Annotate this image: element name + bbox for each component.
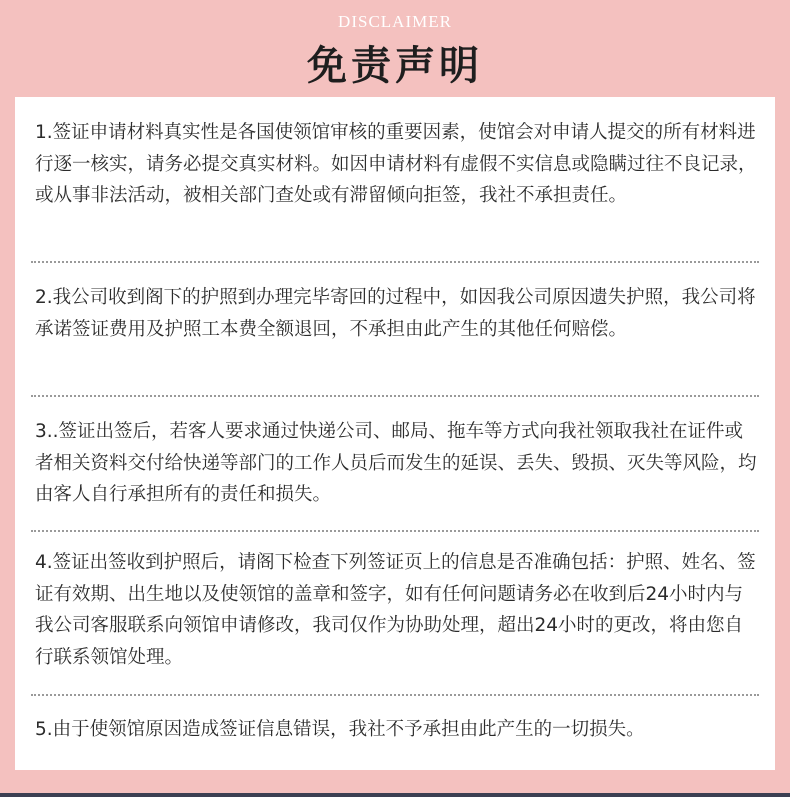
- disclaimer-item-5: 5.由于使领馆原因造成签证信息错误，我社不予承担由此产生的一切损失。: [35, 719, 645, 740]
- page-title: 免责声明: [307, 43, 483, 89]
- disclaimer-item-2: 2.我公司收到阁下的护照到办理完毕寄回的过程中，如因我公司原因遗失护照，我公司将承诺签证费用及护照工本费全额退回，不承担由此产生的其他任何赔偿。: [35, 287, 756, 340]
- divider: [31, 395, 759, 397]
- divider: [31, 530, 759, 532]
- divider: [31, 261, 759, 263]
- divider: [31, 694, 759, 696]
- bottom-bar: [0, 793, 790, 797]
- disclaimer-card: [15, 97, 775, 770]
- disclaimer-item-3: 3..签证出签后，若客人要求通过快递公司、邮局、拖车等方式向我社领取我社在证件或者相关资料交付给快递等部门的工作人员后而发生的延误、丢失、毁损、灭失等风险，均由客人自行承担所有的责任和损失。: [35, 421, 757, 505]
- disclaimer-item-4: 4.签证出签收到护照后，请阁下检查下列签证页上的信息是否准确包括：护照、姓名、签证有效期、出生地以及使领馆的盖章和签字，如有任何问题请务必在收到后24小时内与我公司客服联系向领馆申请修改，我司仅作为协助处理，超出24小时的更改，将由您自行联系领馆处理。: [35, 552, 756, 668]
- disclaimer-item-1: 1.签证申请材料真实性是各国使领馆审核的重要因素，使馆会对申请人提交的所有材料进行逐一核实，请务必提交真实材料。如因申请材料有虚假不实信息或隐瞒过往不良记录，或从事非法活动，被相关部门查处或有滞留倾向拒签，我社不承担责任。: [35, 122, 757, 206]
- disclaimer-subtitle: DISCLAIMER: [338, 12, 452, 31]
